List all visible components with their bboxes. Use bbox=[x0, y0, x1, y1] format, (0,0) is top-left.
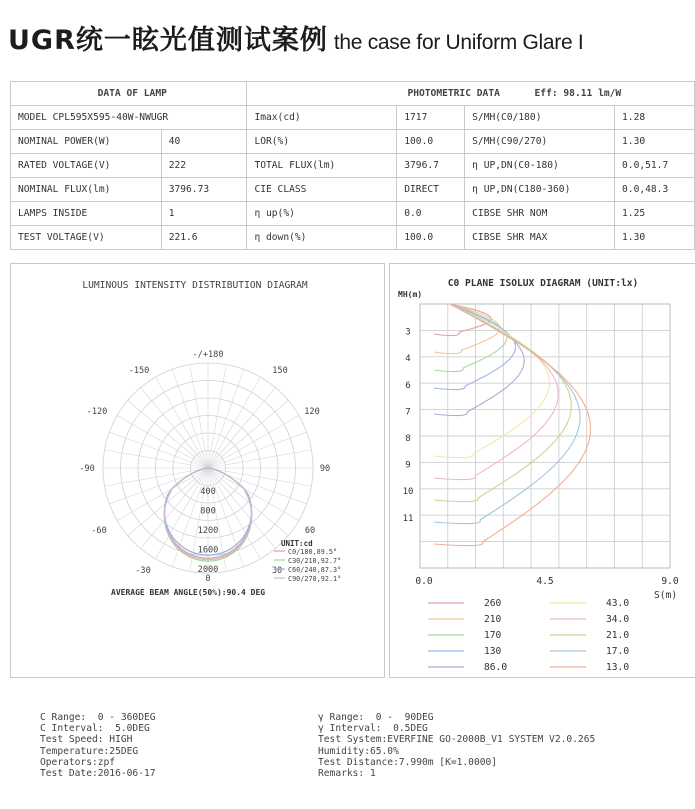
table-cell: Imax(cd) bbox=[247, 106, 397, 130]
isolux-y-axis-label: MH(m) bbox=[398, 290, 423, 299]
table-cell: S/MH(C0/180) bbox=[465, 106, 615, 130]
polar-angle-label: 120 bbox=[304, 407, 320, 417]
isolux-y-tick: 9 bbox=[405, 460, 411, 471]
isolux-legend-label: 34.0 bbox=[606, 614, 630, 625]
header-data-of-lamp: DATA OF LAMP bbox=[11, 82, 247, 106]
isolux-legend-label: 17.0 bbox=[606, 646, 630, 657]
polar-radial-label: 1600 bbox=[197, 545, 219, 556]
polar-angle-label: 60 bbox=[304, 526, 316, 536]
polar-angle-label: -30 bbox=[135, 566, 151, 576]
polar-radial-label: 1200 bbox=[197, 526, 219, 536]
table-cell: η UP,DN(C180-360) bbox=[465, 178, 615, 202]
polar-angle-label: -/+180 bbox=[192, 350, 224, 360]
isolux-x-tick: 0.0 bbox=[415, 576, 433, 587]
table-cell: 1.30 bbox=[615, 226, 695, 250]
table-cell: 1.30 bbox=[615, 130, 695, 154]
isolux-y-tick: 6 bbox=[405, 380, 411, 391]
table-cell: 1 bbox=[161, 202, 247, 226]
isolux-legend bbox=[428, 598, 629, 673]
isolux-legend-label: 260 bbox=[484, 598, 502, 609]
table-cell: 221.6 bbox=[161, 226, 247, 250]
isolux-y-tick: 10 bbox=[402, 487, 414, 498]
polar-diagram bbox=[11, 264, 384, 677]
isolux-legend-label: 170 bbox=[484, 630, 502, 641]
isolux-x-tick: 4.5 bbox=[536, 576, 554, 587]
isolux-grid bbox=[420, 304, 670, 568]
polar-radial-label: 400 bbox=[200, 487, 216, 497]
polar-unit-label: UNIT:cd bbox=[281, 539, 313, 548]
polar-angle-label: -90 bbox=[79, 464, 95, 474]
polar-legend-label: C60/240,87.3° bbox=[288, 566, 342, 574]
page-title bbox=[8, 18, 695, 58]
footer-line: Test Speed: HIGH bbox=[40, 734, 133, 746]
footer-left-info bbox=[40, 712, 156, 779]
footer-line: C Range: 0 - 360DEG bbox=[40, 712, 156, 723]
footer-line: Temperature:25DEG bbox=[40, 745, 139, 757]
lamp-data-table bbox=[10, 81, 695, 250]
polar-angle-label: -60 bbox=[91, 526, 107, 536]
polar-angle-label: 150 bbox=[272, 366, 288, 376]
table-row bbox=[11, 226, 695, 250]
table-cell: DIRECT bbox=[397, 178, 465, 202]
table-cell: MODEL CPL595X595-40W-NWUGR bbox=[11, 106, 247, 130]
polar-legend bbox=[271, 548, 342, 583]
polar-diagram-panel bbox=[10, 263, 385, 678]
table-header-row bbox=[11, 82, 695, 106]
polar-angle-label: 30 bbox=[271, 566, 283, 576]
title-chinese: UGR统一眩光值测试案例 bbox=[8, 25, 328, 56]
table-cell: 1.28 bbox=[615, 106, 695, 130]
footer-line: Remarks: 1 bbox=[318, 768, 376, 780]
table-row bbox=[11, 154, 695, 178]
footer-line: C Interval: 5.0DEG bbox=[40, 723, 150, 735]
table-row bbox=[11, 202, 695, 226]
table-cell: S/MH(C90/270) bbox=[465, 130, 615, 154]
isolux-legend-label: 21.0 bbox=[606, 630, 630, 641]
polar-radial-label: 2000 bbox=[197, 565, 219, 575]
isolux-y-tick: 3 bbox=[405, 327, 411, 338]
polar-angle-label: -120 bbox=[86, 407, 108, 417]
polar-title: LUMINOUS INTENSITY DISTRIBUTION DIAGRAM bbox=[82, 280, 308, 291]
table-cell: LOR(%) bbox=[247, 130, 397, 154]
isolux-y-tick: 8 bbox=[405, 434, 411, 444]
table-row bbox=[11, 106, 695, 130]
efficacy-value: Eff: 98.11 lm/W bbox=[534, 88, 622, 99]
table-cell: 100.0 bbox=[397, 226, 465, 250]
isolux-legend-label: 86.0 bbox=[484, 662, 508, 673]
isolux-y-tick: 7 bbox=[405, 407, 411, 418]
table-cell: CIE CLASS bbox=[247, 178, 397, 202]
table-cell: NOMINAL FLUX(lm) bbox=[11, 178, 162, 202]
table-row bbox=[11, 178, 695, 202]
polar-legend-label: C0/180,89.5° bbox=[288, 548, 338, 556]
polar-angle-label: -150 bbox=[128, 366, 150, 376]
table-cell: η up(%) bbox=[247, 202, 397, 226]
header-photometric: PHOTOMETRIC DATA Eff: 98.11 lm/W bbox=[247, 82, 695, 106]
polar-legend-label: C90/270,92.1° bbox=[288, 575, 342, 583]
table-row bbox=[11, 130, 695, 154]
table-cell: 0.0 bbox=[397, 202, 465, 226]
table-cell: 0.0,48.3 bbox=[615, 178, 695, 202]
isolux-legend-label: 13.0 bbox=[606, 662, 630, 673]
isolux-diagram bbox=[390, 264, 695, 677]
polar-angle-label: 90 bbox=[319, 464, 331, 474]
polar-radial-label: 800 bbox=[200, 506, 216, 517]
table-cell: 40 bbox=[161, 130, 247, 154]
isolux-title: C0 PLANE ISOLUX DIAGRAM (UNIT:lx) bbox=[447, 278, 639, 289]
table-cell: 1717 bbox=[397, 106, 465, 130]
table-cell: 100.0 bbox=[397, 130, 465, 154]
table-cell: LAMPS INSIDE bbox=[11, 202, 162, 226]
isolux-legend-label: 43.0 bbox=[606, 598, 630, 609]
footer-right-info bbox=[318, 712, 595, 779]
isolux-y-tick: 4 bbox=[405, 354, 411, 365]
polar-legend-label: C30/210,92.7° bbox=[288, 557, 342, 565]
table-cell: 1.25 bbox=[615, 202, 695, 226]
isolux-x-tick: 9.0 bbox=[661, 576, 679, 587]
table-cell: CIBSE SHR MAX bbox=[465, 226, 615, 250]
footer-line: Humidity:65.0% bbox=[318, 745, 399, 757]
beam-angle-label: AVERAGE BEAM ANGLE(50%):90.4 DEG bbox=[111, 588, 266, 597]
isolux-y-tick: 11 bbox=[402, 513, 414, 524]
table-cell: NOMINAL POWER(W) bbox=[11, 130, 162, 154]
table-cell: RATED VOLTAGE(V) bbox=[11, 154, 162, 178]
isolux-legend-label: 130 bbox=[484, 646, 502, 657]
footer-line: Test System:EVERFINE GO-2000B_V1 SYSTEM V2.0.265 bbox=[318, 734, 596, 746]
table-cell: TEST VOLTAGE(V) bbox=[11, 226, 162, 250]
table-cell: 3796.7 bbox=[397, 154, 465, 178]
isolux-legend-label: 210 bbox=[484, 614, 502, 625]
table-cell: 222 bbox=[161, 154, 247, 178]
isolux-x-axis-label: S(m) bbox=[654, 590, 678, 601]
footer-line: γ Interval: 0.5DEG bbox=[318, 723, 428, 735]
table-cell: CIBSE SHR NOM bbox=[465, 202, 615, 226]
isolux-curves bbox=[434, 304, 591, 546]
isolux-diagram-panel bbox=[389, 263, 695, 678]
title-english: the case for Uniform Glare I bbox=[333, 31, 584, 54]
footer-line: γ Range: 0 - 90DEG bbox=[318, 712, 434, 723]
footer-line: Test Date:2016-06-17 bbox=[40, 768, 156, 780]
footer-line: Operators:zpf bbox=[40, 756, 116, 768]
table-cell: η UP,DN(C0-180) bbox=[465, 154, 615, 178]
footer-line: Test Distance:7.990m [K=1.0000] bbox=[318, 756, 498, 768]
table-cell: 3796.73 bbox=[161, 178, 247, 202]
table-cell: η down(%) bbox=[247, 226, 397, 250]
table-cell: 0.0,51.7 bbox=[615, 154, 695, 178]
polar-angle-label: 0 bbox=[205, 574, 211, 584]
table-cell: TOTAL FLUX(lm) bbox=[247, 154, 397, 178]
